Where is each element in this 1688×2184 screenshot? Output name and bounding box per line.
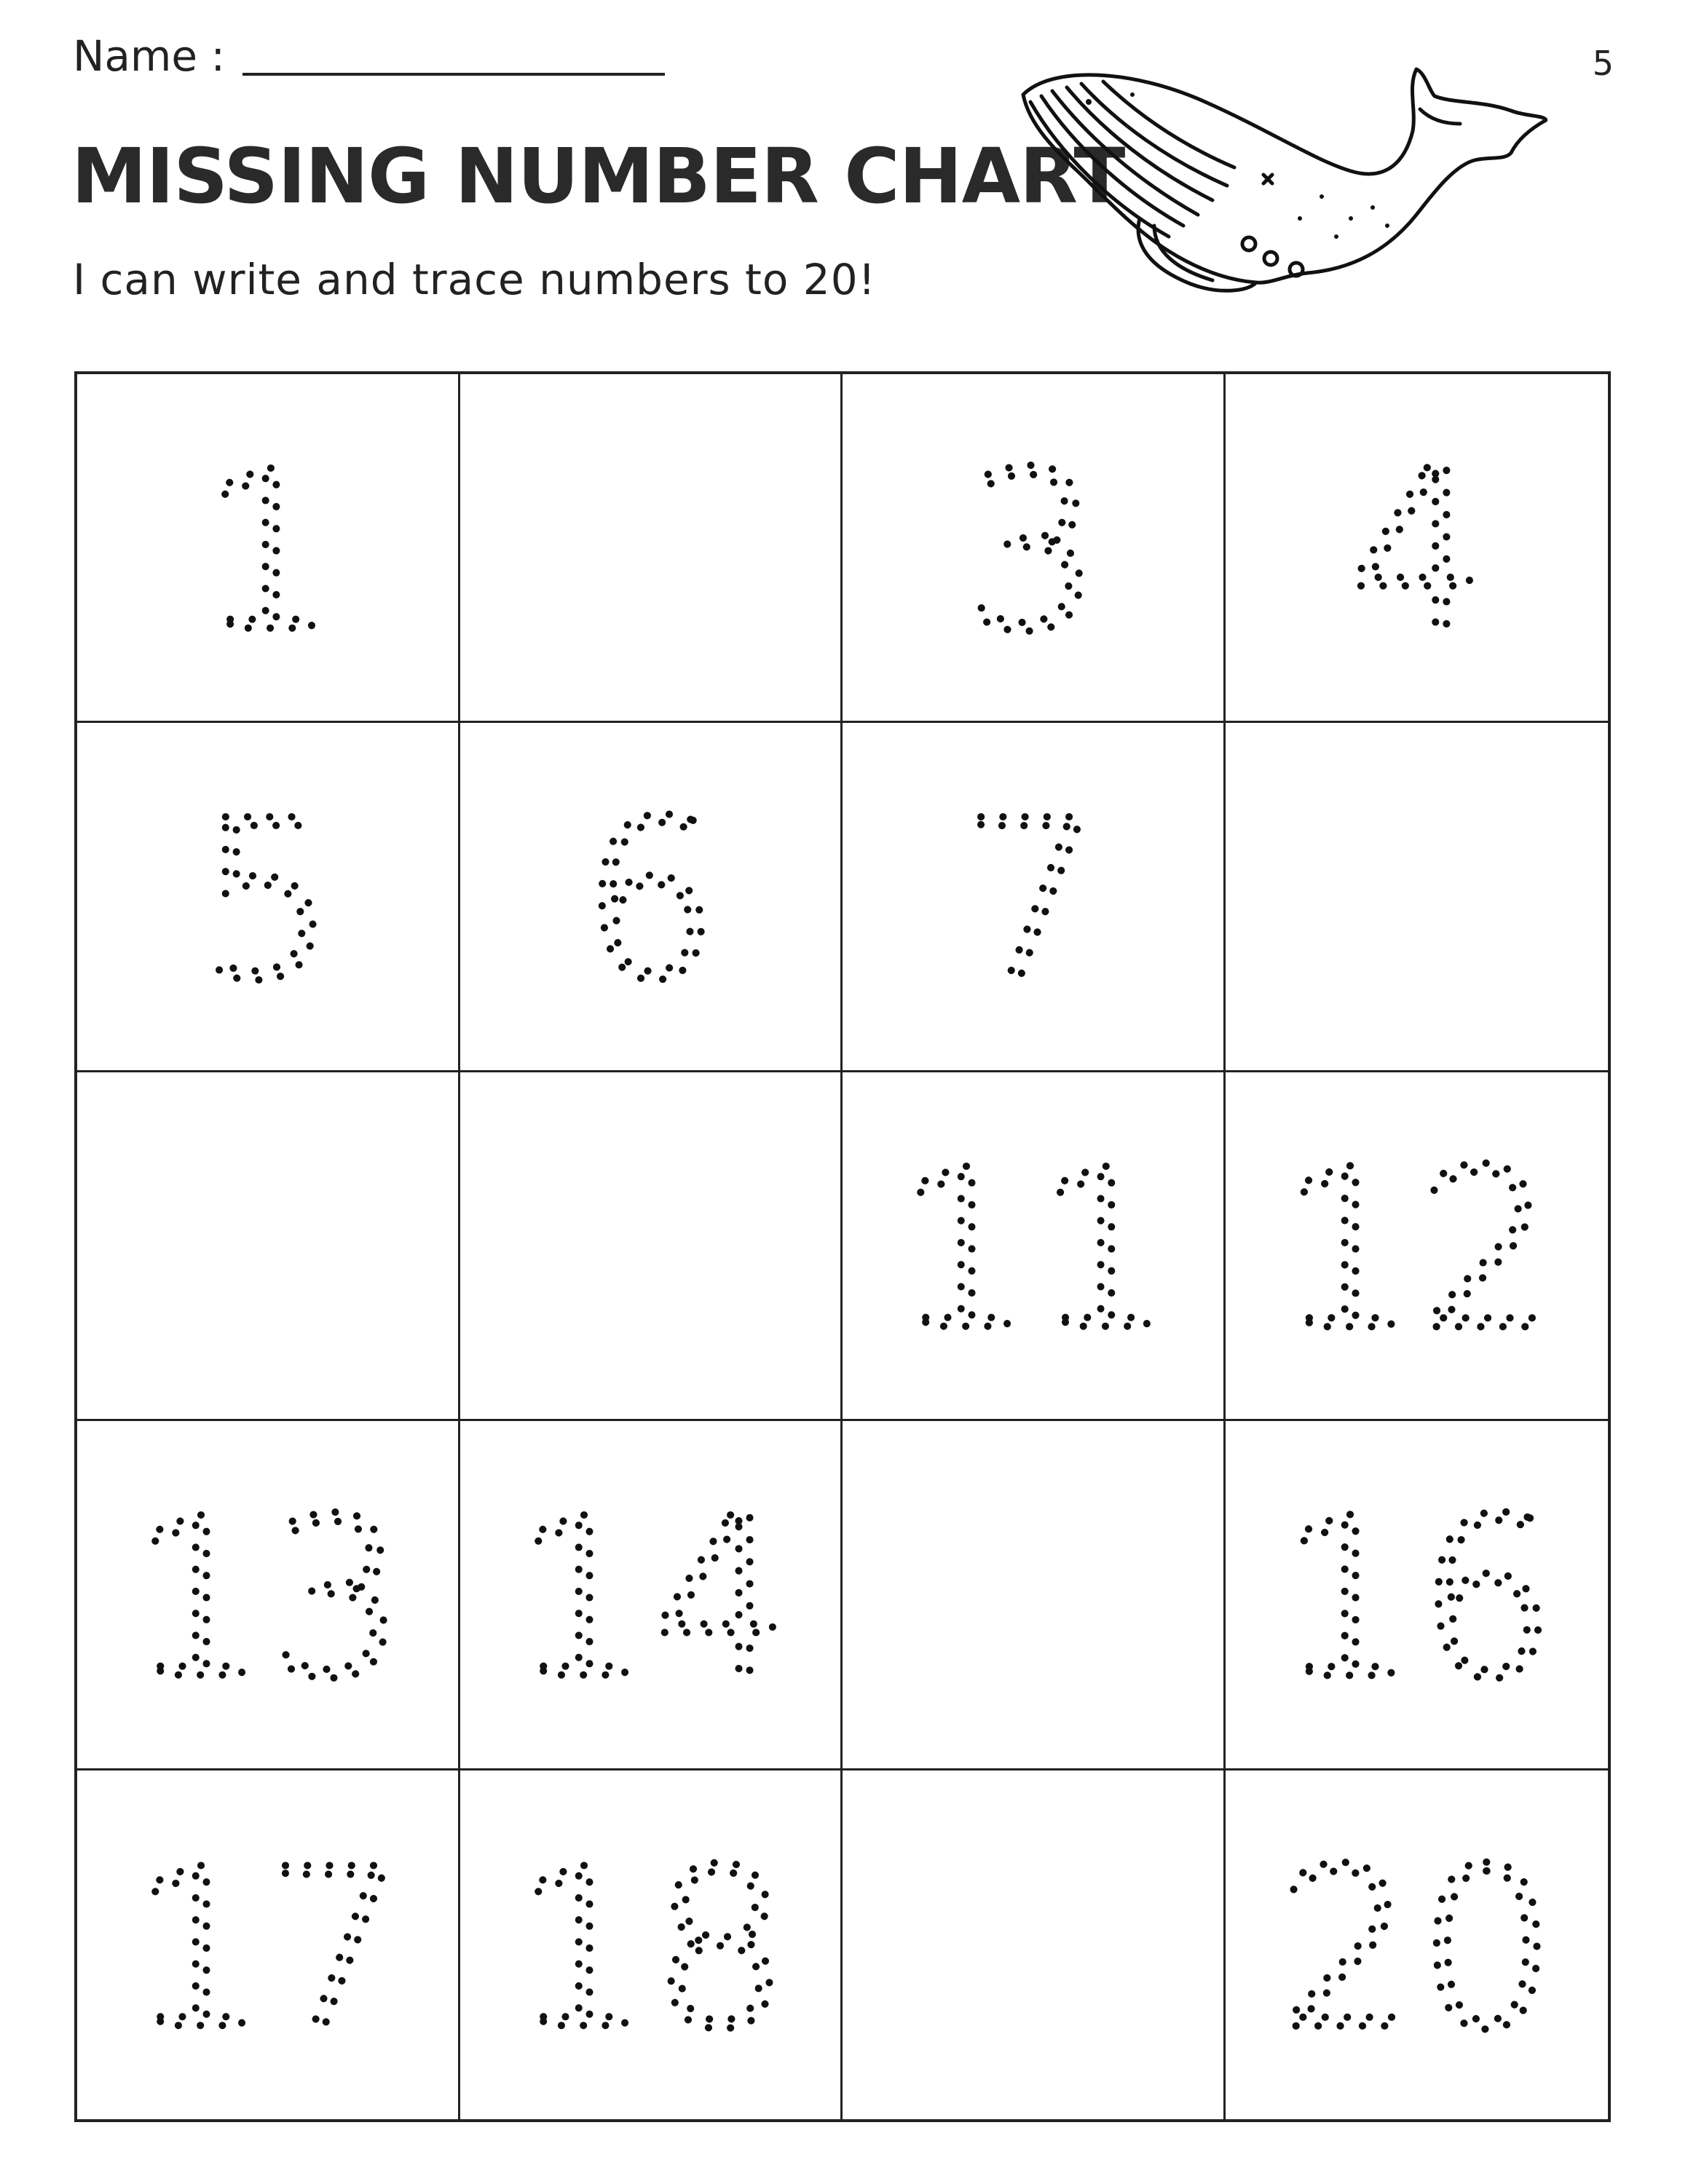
- chart-cell[interactable]: [77, 1770, 460, 2119]
- traced-number: 6: [580, 774, 720, 1030]
- page-title: MISSING NUMBER CHART: [71, 132, 1125, 221]
- chart-cell[interactable]: [77, 1421, 460, 1770]
- traced-number: 12: [1276, 1123, 1558, 1380]
- traced-number: 5: [197, 774, 338, 1030]
- chart-cell[interactable]: [1226, 723, 1609, 1072]
- page-subtitle: I can write and trace numbers to 20!: [73, 255, 876, 304]
- traced-number: 13: [127, 1471, 408, 1728]
- chart-cell[interactable]: [77, 374, 460, 723]
- chart-cell[interactable]: [460, 1421, 843, 1770]
- chart-cell[interactable]: [460, 374, 843, 723]
- traced-number: 4: [1346, 424, 1487, 681]
- chart-cell[interactable]: [843, 1770, 1226, 2119]
- chart-cell[interactable]: [1226, 374, 1609, 723]
- name-row: [73, 31, 665, 81]
- traced-number: 1: [197, 424, 338, 681]
- chart-cell[interactable]: [843, 1072, 1226, 1421]
- traced-number: 18: [510, 1821, 790, 2078]
- traced-number: 7: [963, 774, 1103, 1030]
- chart-cell[interactable]: [460, 1072, 843, 1421]
- chart-cell[interactable]: [77, 723, 460, 1072]
- traced-number: 14: [510, 1471, 790, 1728]
- chart-cell[interactable]: [1226, 1770, 1609, 2119]
- chart-cell[interactable]: [460, 1770, 843, 2119]
- name-field[interactable]: [242, 73, 665, 76]
- number-chart: [74, 371, 1611, 2122]
- whale-icon: [1009, 51, 1547, 313]
- traced-number: 3: [963, 424, 1103, 681]
- chart-cell[interactable]: [1226, 1072, 1609, 1421]
- chart-cell[interactable]: [843, 1421, 1226, 1770]
- chart-cell[interactable]: [843, 723, 1226, 1072]
- name-label: Name :: [73, 31, 226, 81]
- chart-cell[interactable]: [1226, 1421, 1609, 1770]
- traced-number: 11: [893, 1123, 1173, 1379]
- chart-cell[interactable]: [843, 374, 1226, 723]
- traced-number: 16: [1276, 1471, 1558, 1728]
- traced-number: 17: [127, 1821, 408, 2078]
- traced-number: 20: [1276, 1821, 1558, 2078]
- chart-cell[interactable]: [460, 723, 843, 1072]
- chart-cell[interactable]: [77, 1072, 460, 1421]
- page-number: 5: [1592, 44, 1614, 83]
